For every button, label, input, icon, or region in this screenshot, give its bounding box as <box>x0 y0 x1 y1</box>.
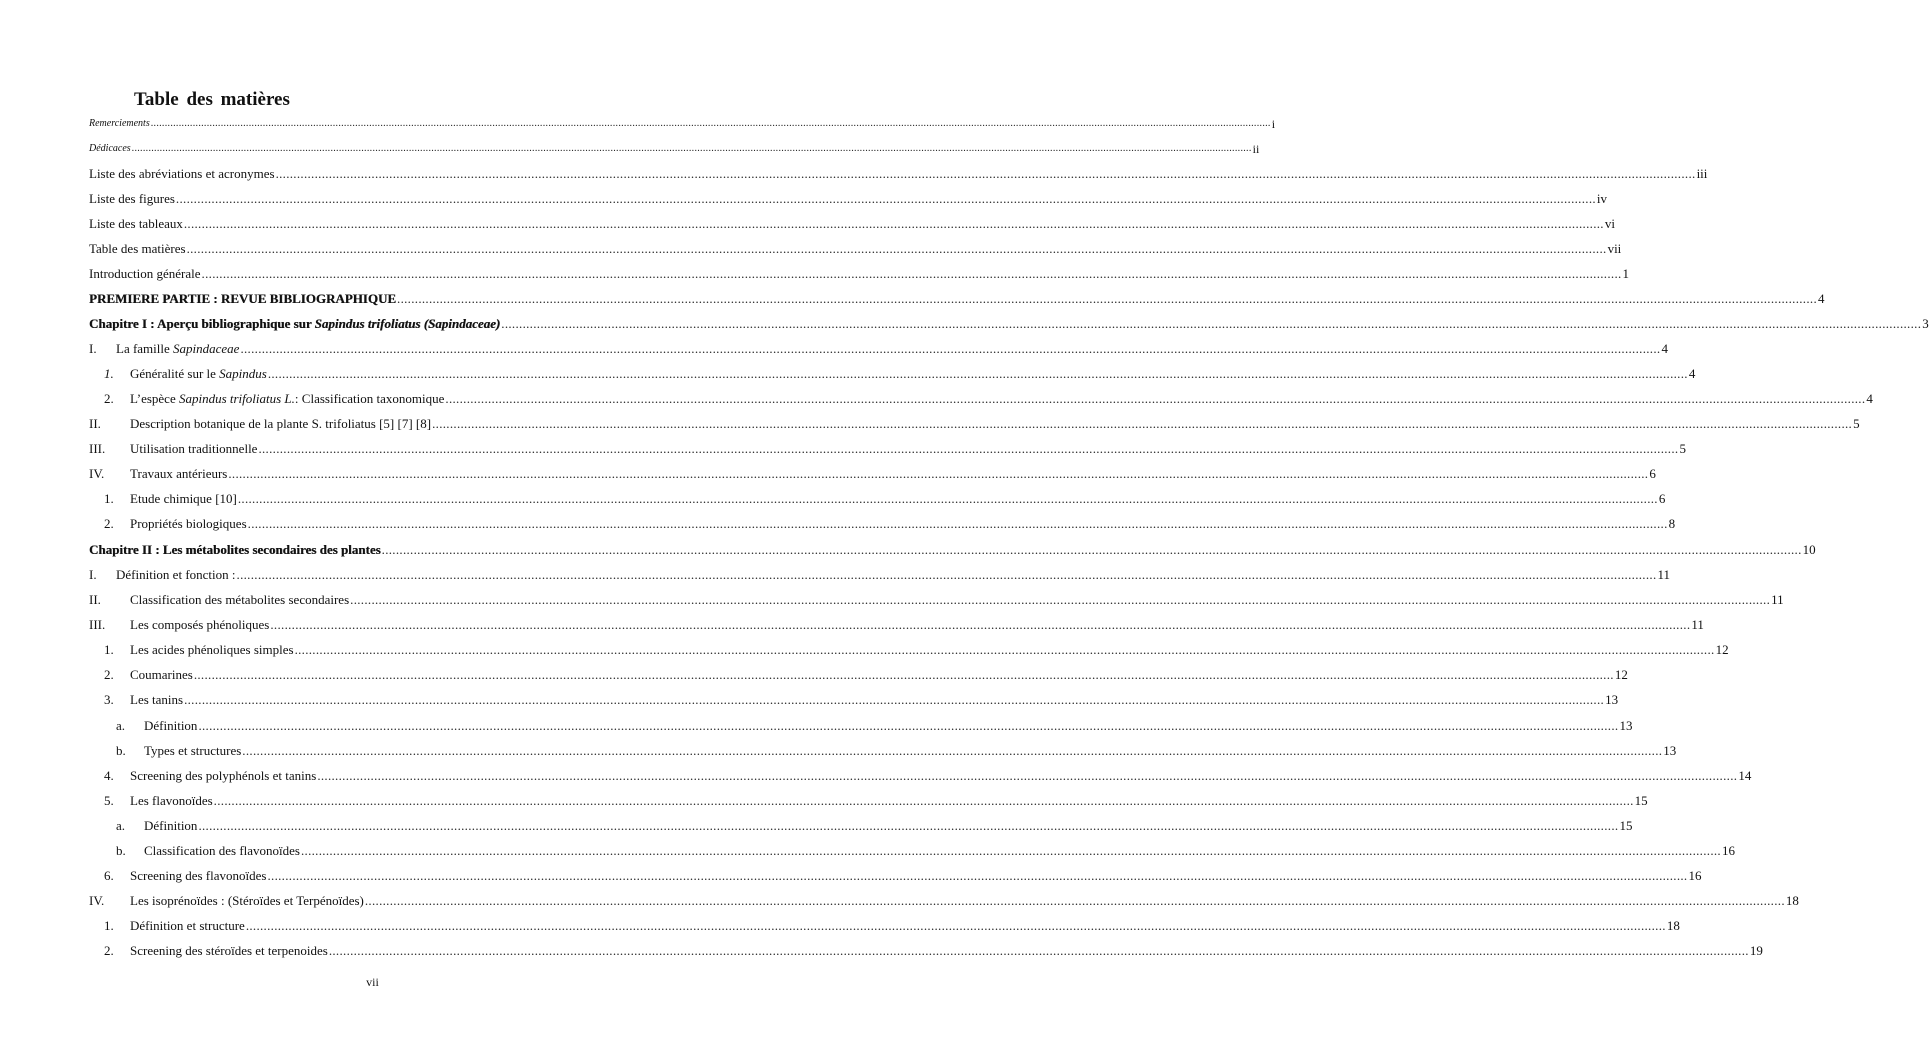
toc-entry-page-number: 15 <box>1634 793 1648 808</box>
toc-entry-number: a. <box>116 818 126 833</box>
dot-leader: ................................................................................................................................................................................................................................................................................................................................................................................................................ <box>247 516 1668 531</box>
toc-entry-number: 5. <box>104 793 114 808</box>
dot-leader: ................................................................................................................................................................................................................................................................................................................................................................................................................ <box>501 316 1922 331</box>
toc-entry[interactable] <box>116 841 1735 859</box>
toc-entry-title <box>116 341 239 357</box>
toc-entry-number: III. <box>89 441 106 456</box>
toc-entry-number: 2. <box>104 667 114 682</box>
toc-entry-text: Liste des abréviations et acronymes <box>89 166 275 181</box>
toc-entry[interactable] <box>89 590 1784 608</box>
toc-entry-text: Types et structures <box>144 743 242 758</box>
toc-entry-number: 6. <box>104 868 114 883</box>
toc-entry-species-name: Sapindus trifoliatus (Sapindaceae) <box>314 316 501 331</box>
dot-leader: ................................................................................................................................................................................................................................................................................................................................................................................................................ <box>240 341 1661 356</box>
dot-leader: ................................................................................................................................................................................................................................................................................................................................................................................................................ <box>294 642 1715 657</box>
toc-entry-text: Définition <box>144 718 198 733</box>
toc-entry-page-number: 16 <box>1688 868 1702 883</box>
toc-entry-title <box>130 793 213 809</box>
toc-entry[interactable] <box>116 741 1677 759</box>
toc-entry-text: La famille <box>116 341 174 356</box>
toc-entry-text: Classification des flavonoïdes <box>144 843 300 858</box>
toc-entry-title <box>130 768 316 784</box>
toc-entry[interactable] <box>89 164 1708 182</box>
toc-entry-number: II. <box>89 592 101 607</box>
toc-entry-page-number: 12 <box>1715 642 1729 657</box>
toc-entry[interactable] <box>89 214 1615 232</box>
toc-entry-title <box>130 491 237 507</box>
dot-leader: ................................................................................................................................................................................................................................................................................................................................................................................................................ <box>270 617 1691 632</box>
toc-entry-text: Définition et fonction : <box>116 567 236 582</box>
dot-leader: ................................................................................................................................................................................................................................................................................................................................................................................................................ <box>184 692 1605 707</box>
toc-entry-text: Définition <box>144 818 198 833</box>
toc-entry-page-number: 1 <box>1622 266 1630 281</box>
toc-entry[interactable] <box>89 289 1825 307</box>
toc-entry-title <box>130 466 227 482</box>
dot-leader: ................................................................................................................................................................................................................................................................................................................................................................................................................ <box>228 466 1649 481</box>
toc-entry-text: Etude chimique [10] <box>130 491 237 506</box>
toc-entry-number: a. <box>116 718 126 733</box>
toc-entry-text: L’espèce <box>130 391 179 406</box>
toc-entry-number: 1. <box>104 642 114 657</box>
toc-entry[interactable] <box>104 665 1628 683</box>
dot-leader: ................................................................................................................................................................................................................................................................................................................................................................................................................ <box>364 893 1785 908</box>
toc-entry[interactable] <box>104 489 1666 507</box>
toc-entry-page-number: 16 <box>1721 843 1735 858</box>
toc-entry[interactable] <box>89 339 1668 357</box>
toc-entry-text: Remerciements <box>89 118 150 129</box>
toc-entry-number: 1. <box>104 366 114 381</box>
toc-entry-text: Les isoprénoïdes : (Stéroïdes et Terpénoïdes) <box>130 893 364 908</box>
toc-entry-page-number: 8 <box>1668 516 1676 531</box>
dot-leader: ................................................................................................................................................................................................................................................................................................................................................................................................................ <box>175 191 1596 206</box>
toc-entry-number: IV. <box>89 466 105 481</box>
toc-entry-text: Introduction générale <box>89 266 201 281</box>
toc-entry[interactable] <box>89 464 1656 482</box>
toc-entry[interactable] <box>89 264 1630 282</box>
dot-leader: ................................................................................................................................................................................................................................................................................................................................................................................................................ <box>267 868 1688 883</box>
dot-leader: ................................................................................................................................................................................................................................................................................................................................................................................................................ <box>275 166 1696 181</box>
toc-entry-text: Définition et structure <box>130 918 245 933</box>
toc-entry-title <box>116 567 236 583</box>
toc-entry-page-number: 18 <box>1785 893 1799 908</box>
toc-entry-page-number: 19 <box>1749 943 1763 958</box>
toc-entry[interactable] <box>89 891 1799 909</box>
toc-entry-title <box>130 391 444 407</box>
toc-entry-number: 2. <box>104 516 114 531</box>
toc-entry-page-number: 4 <box>1818 291 1825 306</box>
dot-leader: ................................................................................................................................................................................................................................................................................................................................................................................................................ <box>317 768 1738 783</box>
toc-entry-text: Chapitre I : Aperçu bibliographique sur <box>89 316 315 331</box>
toc-entry-title <box>130 642 294 658</box>
toc-entry-title <box>130 667 193 683</box>
toc-entry[interactable] <box>89 114 1276 132</box>
toc-entry-number: b. <box>116 843 126 858</box>
toc-entry-page-number: 15 <box>1619 818 1633 833</box>
toc-entry-page-number: 14 <box>1738 768 1752 783</box>
toc-entry-title <box>130 366 267 382</box>
toc-entry-text: Classification des métabolites secondaires <box>130 592 350 607</box>
toc-entry-text: Les composés phénoliques <box>130 617 270 632</box>
toc-entry-text: Table des matières <box>89 241 186 256</box>
toc-entry-title <box>144 718 197 734</box>
toc-entry[interactable] <box>104 791 1648 809</box>
toc-entry-number: IV. <box>89 893 105 908</box>
dot-leader: ................................................................................................................................................................................................................................................................................................................................................................................................................ <box>381 542 1802 557</box>
toc-entry-text: Screening des polyphénols et tanins <box>130 768 317 783</box>
toc-entry-page-number: ii <box>1252 142 1260 156</box>
toc-entry[interactable] <box>104 690 1619 708</box>
toc-entry[interactable] <box>104 766 1752 784</box>
toc-entry[interactable] <box>104 514 1676 532</box>
dot-leader: ................................................................................................................................................................................................................................................................................................................................................................................................................ <box>432 416 1853 431</box>
toc-entry-title <box>130 441 257 457</box>
toc-entry-title <box>89 166 275 182</box>
toc-entry-title <box>144 843 300 859</box>
toc-entry[interactable] <box>89 314 1929 332</box>
dot-leader: ................................................................................................................................................................................................................................................................................................................................................................................................................ <box>131 143 1252 154</box>
toc-entry-species-name: Sapindaceae <box>173 341 240 356</box>
toc-entry-species-name: Sapindus <box>219 366 267 381</box>
toc-entry-page-number: 6 <box>1649 466 1656 481</box>
dot-leader: ................................................................................................................................................................................................................................................................................................................................................................................................................ <box>198 818 1619 833</box>
toc-entry-number: III. <box>89 617 106 632</box>
toc-entry-number: b. <box>116 743 126 758</box>
toc-entry[interactable] <box>89 414 1860 432</box>
toc-entry-text: Utilisation traditionnelle <box>130 441 258 456</box>
dot-leader: ................................................................................................................................................................................................................................................................................................................................................................................................................ <box>198 718 1619 733</box>
toc-entry-text: Coumarines <box>130 667 193 682</box>
toc-entry-page-number: iv <box>1596 191 1608 206</box>
toc-entry-title <box>89 266 201 282</box>
dot-leader: ................................................................................................................................................................................................................................................................................................................................................................................................................ <box>150 118 1271 129</box>
toc-entry[interactable] <box>104 389 1873 407</box>
toc-entry-text: PREMIERE PARTIE : REVUE BIBLIOGRAPHIQUE <box>89 291 397 306</box>
toc-entry[interactable] <box>104 866 1702 884</box>
toc-entry-page-number: 11 <box>1691 617 1704 632</box>
dot-leader: ................................................................................................................................................................................................................................................................................................................................................................................................................ <box>397 291 1818 306</box>
toc-entry-text: Généralité sur le <box>130 366 220 381</box>
toc-entry-number: II. <box>89 416 101 431</box>
toc-entry[interactable] <box>89 565 1671 583</box>
toc-entry-title <box>130 943 328 959</box>
toc-entry-text: Dédicaces <box>89 143 131 154</box>
toc-entry-page-number: 13 <box>1619 718 1633 733</box>
toc-entry-title <box>130 868 266 884</box>
toc-entry[interactable] <box>89 239 1622 257</box>
toc-entry-number: 1. <box>104 491 114 506</box>
toc-entry-page-number: 6 <box>1658 491 1666 506</box>
toc-entry-number: 4. <box>104 768 114 783</box>
toc-entry-page-number: 11 <box>1771 592 1784 607</box>
dot-leader: ................................................................................................................................................................................................................................................................................................................................................................................................................ <box>328 943 1749 958</box>
toc-entry-text: Screening des flavonoïdes <box>130 868 267 883</box>
toc-entry-page-number: 13 <box>1663 743 1677 758</box>
toc-entry-page-number: i <box>1271 117 1276 131</box>
dot-leader: ................................................................................................................................................................................................................................................................................................................................................................................................................ <box>267 366 1688 381</box>
toc-entry[interactable] <box>104 941 1763 959</box>
dot-leader: ................................................................................................................................................................................................................................................................................................................................................................................................................ <box>242 743 1663 758</box>
dot-leader: ................................................................................................................................................................................................................................................................................................................................................................................................................ <box>245 918 1666 933</box>
toc-entry-number: 1. <box>104 918 114 933</box>
toc-entry-title <box>89 316 500 332</box>
toc-entry-text: Description botanique de la plante S. trifoliatus [5] [7] [8] <box>130 416 432 431</box>
toc-entry-text: Liste des figures <box>89 191 175 206</box>
toc-entry-page-number: 12 <box>1614 667 1628 682</box>
toc-entry[interactable] <box>104 916 1680 934</box>
toc-entry-page-number: 10 <box>1802 542 1816 557</box>
toc-entry-title <box>144 818 197 834</box>
dot-leader: ................................................................................................................................................................................................................................................................................................................................................................................................................ <box>201 266 1622 281</box>
toc-entry-number: 2. <box>104 391 114 406</box>
toc-entry[interactable] <box>89 139 1260 157</box>
toc-entry-page-number: 4 <box>1866 391 1873 406</box>
dot-leader: ................................................................................................................................................................................................................................................................................................................................................................................................................ <box>445 391 1866 406</box>
dot-leader: ................................................................................................................................................................................................................................................................................................................................................................................................................ <box>213 793 1634 808</box>
toc-entry[interactable] <box>104 364 1696 382</box>
toc-entry-page-number: 5 <box>1679 441 1686 456</box>
toc-entry-title <box>130 592 349 608</box>
toc-entry-text: Chapitre II : Les métabolites secondaires des plantes <box>89 542 381 557</box>
toc-entry-text: Les acides phénoliques simples <box>130 642 294 657</box>
toc-entry-text: Les tanins <box>130 692 184 707</box>
dot-leader: ................................................................................................................................................................................................................................................................................................................................................................................................................ <box>350 592 1771 607</box>
toc-entry-text: Travaux antérieurs <box>130 466 228 481</box>
toc-entry-title <box>89 216 183 232</box>
toc-entry-species-name: Sapindus trifoliatus L. <box>178 391 295 406</box>
toc-entry-text: Propriétés biologiques <box>130 516 247 531</box>
toc-entry-text: Screening des stéroïdes et terpenoides <box>130 943 328 958</box>
toc-entry-number: I. <box>89 341 97 356</box>
toc-entry-page-number: 4 <box>1661 341 1668 356</box>
toc-entry-title <box>130 416 431 432</box>
toc-entry-page-number: 3 <box>1922 316 1929 331</box>
toc-entry-title <box>89 291 396 307</box>
toc-entry-title <box>89 241 186 257</box>
toc-entry-title <box>130 617 269 633</box>
toc-entry[interactable] <box>89 615 1704 633</box>
toc-entry-number: 3. <box>104 692 114 707</box>
toc-entry[interactable] <box>116 716 1633 734</box>
toc-entry-page-number: 4 <box>1688 366 1696 381</box>
toc-entry-title <box>89 116 150 132</box>
toc-entry-title <box>89 542 381 558</box>
toc-entry-title <box>130 516 247 532</box>
toc-entry-title <box>130 918 245 934</box>
toc-entry-title <box>89 191 175 207</box>
toc-entry-text: Les flavonoïdes <box>130 793 213 808</box>
toc-entry-number: I. <box>89 567 97 582</box>
toc-entry-title <box>144 743 241 759</box>
toc-entry[interactable] <box>89 439 1686 457</box>
toc-entry-text-suffix: : Classification taxonomique <box>294 391 445 406</box>
dot-leader: ................................................................................................................................................................................................................................................................................................................................................................................................................ <box>183 216 1604 231</box>
toc-entry[interactable] <box>116 816 1633 834</box>
toc-entry[interactable] <box>89 189 1608 207</box>
toc-entry[interactable] <box>104 640 1729 658</box>
page-number-footer: vii <box>366 975 379 989</box>
dot-leader: ................................................................................................................................................................................................................................................................................................................................................................................................................ <box>258 441 1679 456</box>
toc-entry-page-number: iii <box>1696 166 1708 181</box>
toc-entry-page-number: vii <box>1607 241 1622 256</box>
dot-leader: ................................................................................................................................................................................................................................................................................................................................................................................................................ <box>300 843 1721 858</box>
toc-entry-page-number: 5 <box>1853 416 1860 431</box>
toc-entry-title <box>130 893 364 909</box>
dot-leader: ................................................................................................................................................................................................................................................................................................................................................................................................................ <box>186 241 1607 256</box>
dot-leader: ................................................................................................................................................................................................................................................................................................................................................................................................................ <box>193 667 1614 682</box>
toc-entry-page-number: 11 <box>1657 567 1671 582</box>
toc-entry-title <box>89 141 131 157</box>
toc-entry-page-number: 18 <box>1666 918 1680 933</box>
toc-entry-page-number: vi <box>1604 216 1615 231</box>
toc-entry-number: 2. <box>104 943 114 958</box>
dot-leader: ................................................................................................................................................................................................................................................................................................................................................................................................................ <box>236 567 1657 582</box>
toc-entry-text: Liste des tableaux <box>89 216 183 231</box>
page-title: Table des matières <box>134 89 290 110</box>
toc-entry[interactable] <box>89 540 1816 558</box>
toc-entry-title <box>130 692 183 708</box>
toc-entry-page-number: 13 <box>1605 692 1619 707</box>
dot-leader: ................................................................................................................................................................................................................................................................................................................................................................................................................ <box>237 491 1658 506</box>
